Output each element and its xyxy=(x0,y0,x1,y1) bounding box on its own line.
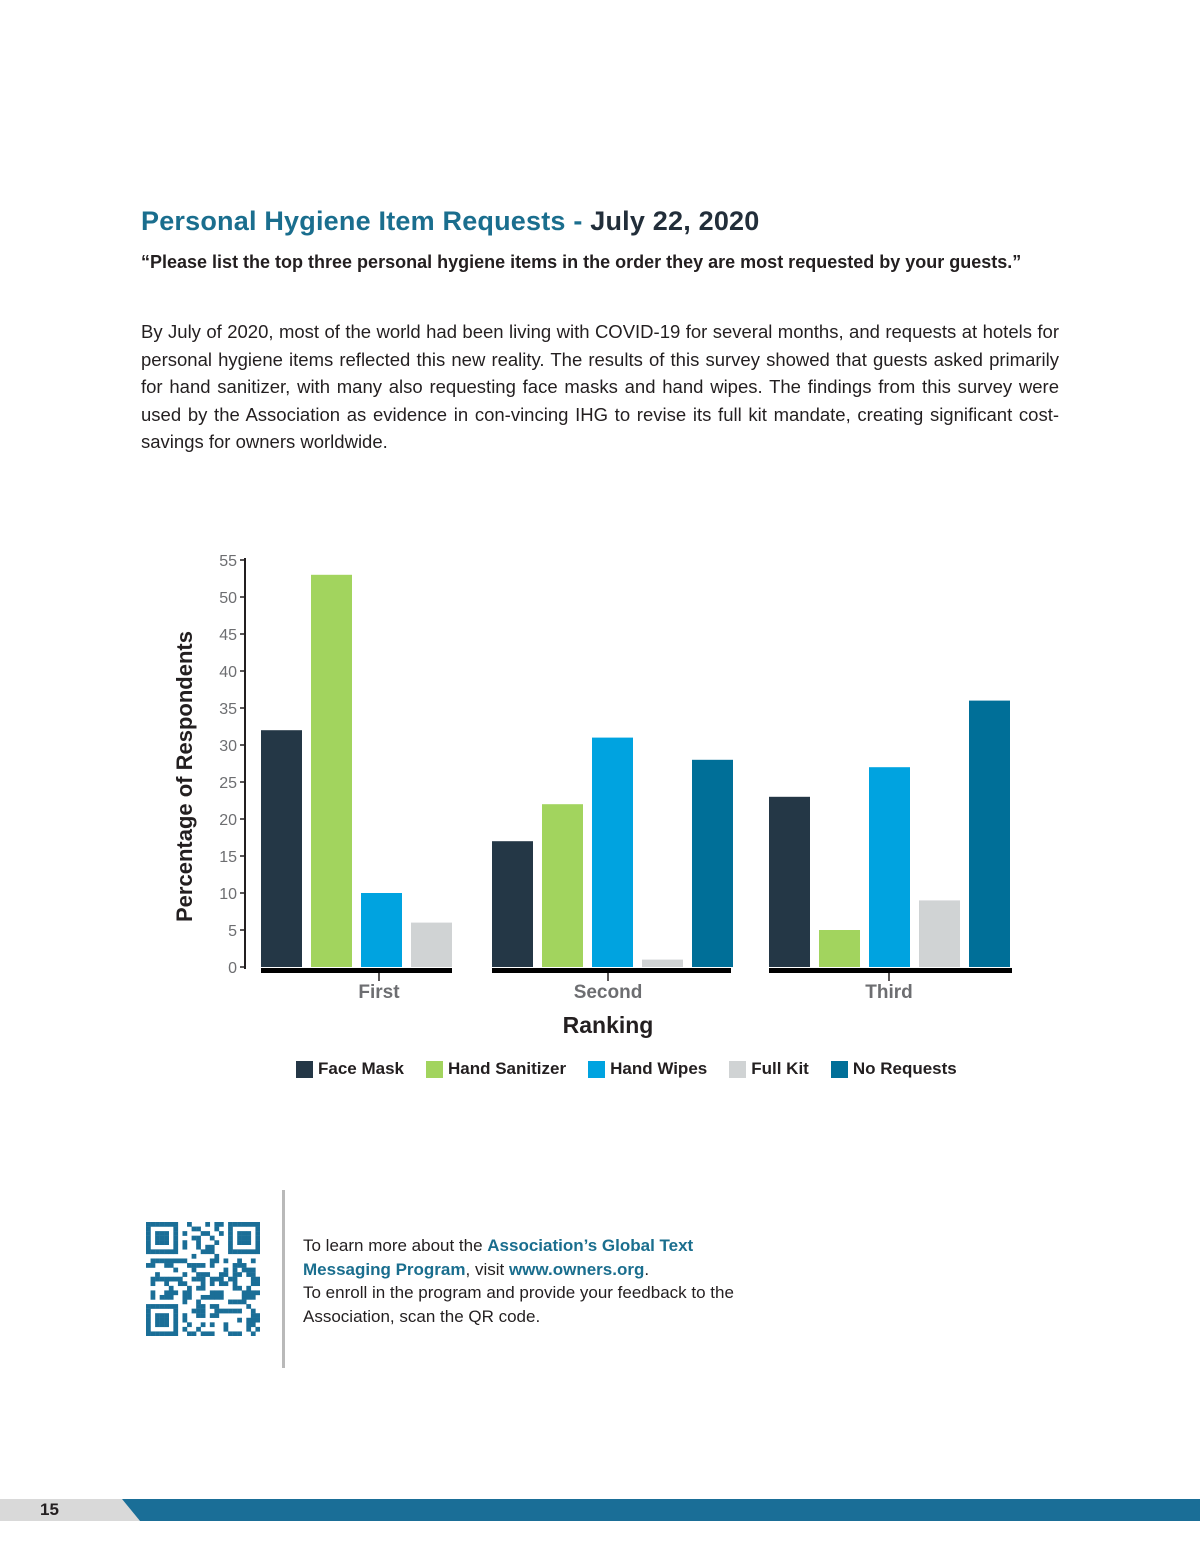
legend-item xyxy=(296,1059,404,1079)
legend-item xyxy=(729,1059,809,1079)
y-tick-label: 20 xyxy=(219,812,237,829)
y-tick-label: 50 xyxy=(219,590,237,607)
footer-bar xyxy=(122,1499,1200,1521)
bar xyxy=(969,701,1010,967)
y-tick-label: 40 xyxy=(219,664,237,681)
program-name: Association’s Global Text Messaging Program xyxy=(303,1236,694,1279)
page-title xyxy=(141,206,759,237)
y-tick-label: 55 xyxy=(219,553,237,570)
callout-period: . xyxy=(644,1259,650,1279)
x-tick-label: Third xyxy=(865,982,913,1003)
bar xyxy=(542,804,583,967)
bar xyxy=(592,738,633,967)
vertical-divider xyxy=(282,1190,285,1368)
bar xyxy=(411,923,452,967)
survey-question: “Please list the top three personal hygiene items in the order they are most requested by your guests.” xyxy=(141,252,1022,272)
legend-label: Face Mask xyxy=(318,1059,404,1078)
qr-code-icon[interactable] xyxy=(146,1222,260,1336)
x-tick-label: Second xyxy=(573,982,643,1003)
bar xyxy=(261,730,302,967)
bar xyxy=(361,893,402,967)
enroll-text: To enroll in the program and provide your feedback to the Association, scan the QR code. xyxy=(303,1283,734,1326)
y-tick-label: 15 xyxy=(219,849,237,866)
bar xyxy=(642,960,683,967)
chart-svg xyxy=(160,540,1040,1100)
program-callout xyxy=(303,1234,773,1328)
category-baseline xyxy=(492,968,731,973)
chart-legend xyxy=(296,1058,979,1080)
legend-item xyxy=(831,1059,957,1079)
legend-swatch xyxy=(426,1061,443,1078)
x-axis-title: Ranking xyxy=(562,1012,654,1038)
legend-swatch xyxy=(588,1061,605,1078)
legend-label: Hand Sanitizer xyxy=(448,1059,567,1078)
title-date: July 22, 2020 xyxy=(590,206,760,236)
legend-swatch xyxy=(296,1061,313,1078)
y-tick-label: 10 xyxy=(219,886,237,903)
bar xyxy=(819,930,860,967)
bar xyxy=(692,760,733,967)
legend-swatch xyxy=(831,1061,848,1078)
bar xyxy=(869,767,910,967)
bar xyxy=(919,900,960,967)
body-paragraph: By July of 2020, most of the world had been living with COVID-19 for several months, and requests at hotels for personal hygiene items reflected this new reality. The results of this survey showed that guests asked primarily for hand sanitizer, with many also requesting face masks and hand wipes. The findings from this survey were used by the Association as evidence in con-vincing IHG to revise its full kit mandate, creating significant cost-savings for owners worldwide. xyxy=(141,321,1059,452)
legend-item xyxy=(426,1059,566,1079)
category-baseline xyxy=(769,968,1012,973)
y-tick-label: 35 xyxy=(219,701,237,718)
y-tick-label: 0 xyxy=(228,960,237,977)
page-number: 15 xyxy=(40,1500,59,1519)
y-tick-label: 45 xyxy=(219,627,237,644)
y-axis-title: Percentage of Respondents xyxy=(172,631,197,922)
legend-label: No Requests xyxy=(852,1059,957,1078)
y-tick-label: 25 xyxy=(219,775,237,792)
bar-chart xyxy=(160,540,1040,1100)
y-tick-label: 30 xyxy=(219,738,237,755)
legend-label: Full Kit xyxy=(751,1059,809,1078)
legend-item xyxy=(588,1059,707,1079)
bar xyxy=(311,575,352,967)
bar xyxy=(492,841,533,967)
callout-visit: , visit xyxy=(465,1259,509,1279)
legend-swatch xyxy=(729,1061,746,1078)
bar xyxy=(769,797,810,967)
footer-page-tab xyxy=(0,1499,140,1521)
title-main: Personal Hygiene Item Requests - xyxy=(141,206,591,236)
y-tick-label: 5 xyxy=(228,923,237,940)
callout-intro: To learn more about the xyxy=(303,1236,488,1255)
website-link[interactable]: www.owners.org xyxy=(508,1259,645,1279)
category-baseline xyxy=(261,968,452,973)
legend-label: Hand Wipes xyxy=(610,1059,708,1078)
x-tick-label: First xyxy=(358,982,400,1003)
